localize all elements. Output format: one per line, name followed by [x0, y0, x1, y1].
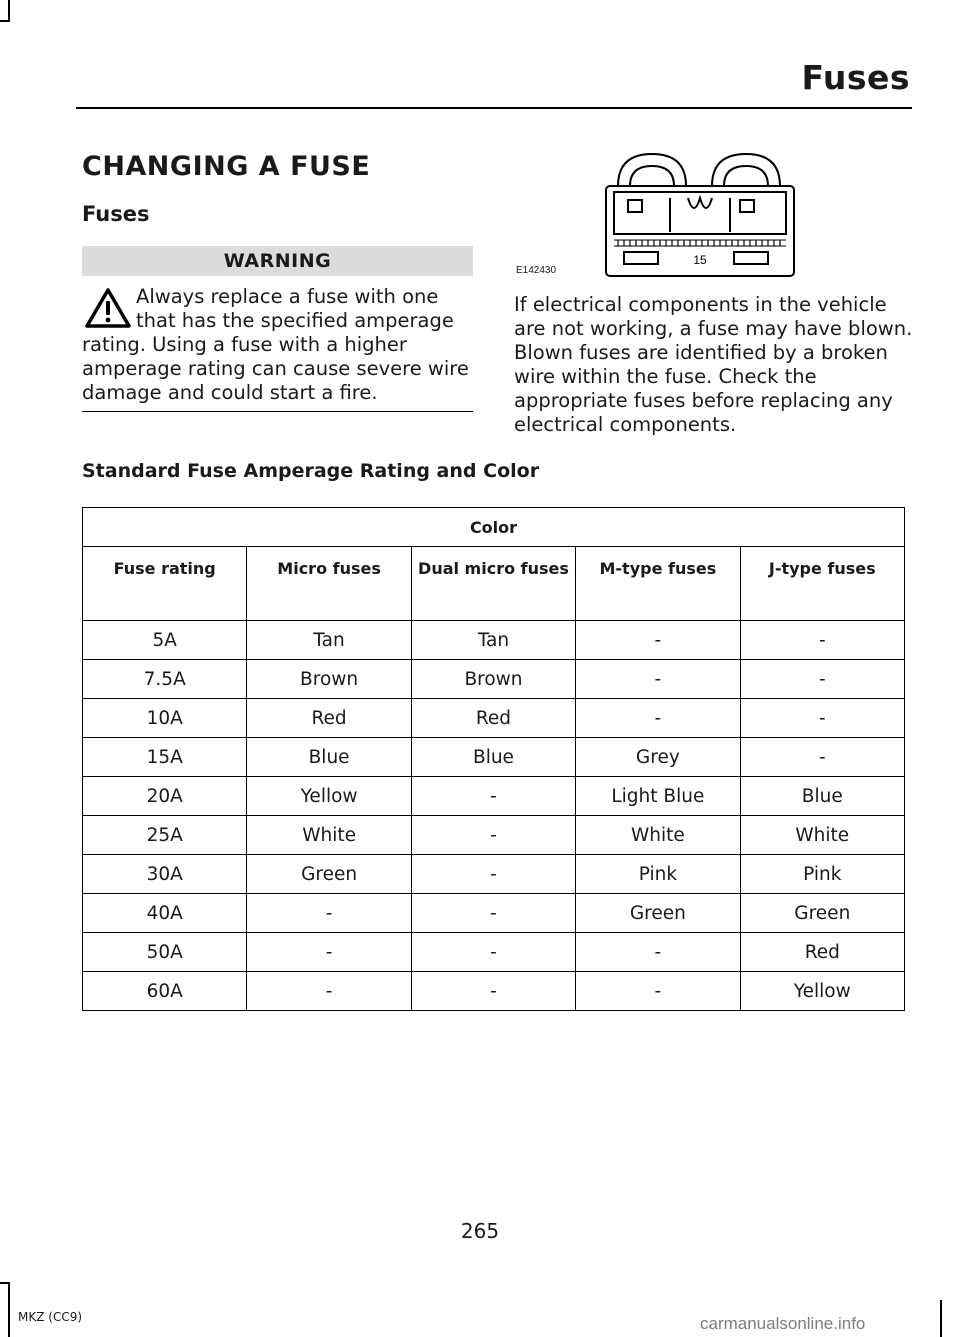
table-cell: -: [247, 894, 411, 933]
table-cell: -: [411, 816, 575, 855]
watermark: carmanualsonline.info: [700, 1314, 866, 1333]
body-paragraph: If electrical components in the vehicle are not working, a fuse may have blown. Blown fuses are identified by a broken wire within the fuse. Check the appropriate fuses before replacing any electrical components.: [514, 293, 913, 436]
warning-label: WARNING: [82, 246, 473, 276]
table-cell: 20A: [83, 777, 247, 816]
section-subheading: Fuses: [82, 202, 150, 226]
table-cell: 30A: [83, 855, 247, 894]
table-row: [83, 894, 905, 933]
column-header: Micro fuses: [247, 547, 411, 621]
table-group-header: Color: [83, 508, 905, 547]
table-row: [83, 933, 905, 972]
table-cell: -: [576, 621, 740, 660]
header-divider: [76, 107, 912, 109]
warning-divider: [82, 411, 473, 412]
warning-text-block: [82, 285, 476, 405]
table-cell: 7.5A: [83, 660, 247, 699]
page-header-title: Fuses: [801, 58, 910, 97]
table-cell: Green: [576, 894, 740, 933]
table-cell: White: [740, 816, 904, 855]
column-header: Dual micro fuses: [411, 547, 575, 621]
table-cell: 25A: [83, 816, 247, 855]
table-cell: -: [576, 699, 740, 738]
table-cell: White: [576, 816, 740, 855]
table-row: [83, 777, 905, 816]
table-row: [83, 699, 905, 738]
table-cell: Brown: [411, 660, 575, 699]
table-cell: Light Blue: [576, 777, 740, 816]
table-cell: 15A: [83, 738, 247, 777]
table-row: [83, 660, 905, 699]
table-cell: Green: [247, 855, 411, 894]
table-cell: Blue: [740, 777, 904, 816]
table-row: [83, 621, 905, 660]
table-cell: -: [411, 777, 575, 816]
table-cell: White: [247, 816, 411, 855]
crop-mark: [0, 20, 10, 22]
warning-text: Always replace a fuse with one that has the specified amperage rating. Using a fuse with a higher amperage rating can cause severe wire damage and could start a fire.: [82, 285, 469, 404]
table-cell: Blue: [247, 738, 411, 777]
table-cell: 10A: [83, 699, 247, 738]
footer-model: MKZ (CC9): [18, 1310, 83, 1324]
table-cell: Pink: [740, 855, 904, 894]
table-cell: -: [247, 933, 411, 972]
table-row: [83, 738, 905, 777]
fuse-number-label: 15: [693, 253, 707, 267]
table-cell: Blue: [411, 738, 575, 777]
table-cell: Tan: [411, 621, 575, 660]
table-cell: -: [411, 933, 575, 972]
table-cell: 5A: [83, 621, 247, 660]
fuse-illustration: [600, 148, 800, 280]
column-header: Fuse rating: [83, 547, 247, 621]
table-cell: 60A: [83, 972, 247, 1011]
crop-mark: [8, 1282, 10, 1337]
column-header: J-type fuses: [740, 547, 904, 621]
table-cell: -: [411, 855, 575, 894]
table-cell: Pink: [576, 855, 740, 894]
section-heading: CHANGING A FUSE: [82, 151, 371, 182]
table-cell: -: [576, 660, 740, 699]
table-cell: Red: [247, 699, 411, 738]
table-cell: -: [576, 933, 740, 972]
table-cell: Red: [411, 699, 575, 738]
crop-mark: [8, 0, 10, 22]
table-cell: Red: [740, 933, 904, 972]
table-cell: -: [740, 621, 904, 660]
table-cell: -: [411, 894, 575, 933]
crop-mark: [0, 1282, 10, 1284]
table-row: [83, 816, 905, 855]
table-cell: Yellow: [247, 777, 411, 816]
table-cell: Tan: [247, 621, 411, 660]
table-cell: Brown: [247, 660, 411, 699]
table-cell: Yellow: [740, 972, 904, 1011]
table-row: [83, 972, 905, 1011]
table-cell: -: [576, 972, 740, 1011]
table-cell: Green: [740, 894, 904, 933]
page-number: 265: [460, 1219, 500, 1243]
table-title: Standard Fuse Amperage Rating and Color: [82, 460, 540, 482]
table-cell: -: [740, 699, 904, 738]
table-cell: 40A: [83, 894, 247, 933]
table-row: [83, 855, 905, 894]
table-cell: 50A: [83, 933, 247, 972]
figure-code: E142430: [516, 265, 557, 276]
table-cell: -: [411, 972, 575, 1011]
column-header: M-type fuses: [576, 547, 740, 621]
table-cell: -: [740, 738, 904, 777]
table-cell: Grey: [576, 738, 740, 777]
table-cell: -: [247, 972, 411, 1011]
fuse-color-table: [82, 507, 905, 1011]
table-cell: -: [740, 660, 904, 699]
crop-mark: [940, 1300, 942, 1337]
